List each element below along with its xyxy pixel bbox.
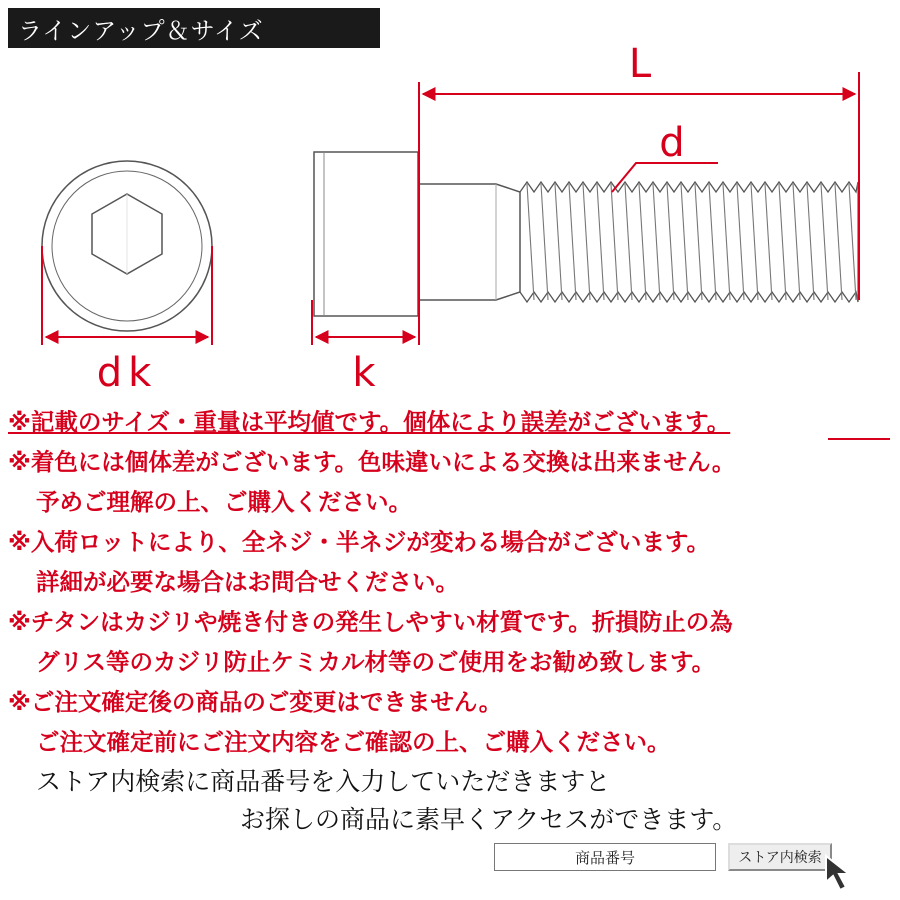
- bolt-side-view: [314, 152, 858, 316]
- info-line-1: ストア内検索に商品番号を入力していただきますと: [36, 767, 611, 796]
- note-line: ※チタンはカジリや焼き付きの発生しやすい材質です。折損防止の為: [8, 608, 733, 636]
- note-line: ※着色には個体差がございます。色味違いによる交換は出来ません。: [8, 448, 736, 476]
- note-line: ※ご注文確定後の商品のご変更はできません。: [8, 688, 503, 716]
- note-line: ご注文確定前にご注文内容をご確認の上、ご購入ください。: [36, 728, 671, 756]
- bolt-head-top-view: [42, 161, 212, 331]
- label-k: k: [352, 350, 376, 396]
- note-line: 詳細が必要な場合はお問合せください。: [36, 568, 459, 596]
- notes-block: [8, 402, 900, 762]
- store-search-button[interactable]: ストア内検索: [728, 843, 832, 871]
- note-line: ※入荷ロットにより、全ネジ・半ネジが変わる場合がございます。: [8, 528, 710, 556]
- d-leader: [612, 163, 718, 192]
- note-line: ※記載のサイズ・重量は平均値です。個体により誤差がございます。: [8, 408, 731, 436]
- arrow-cursor-icon: [822, 854, 864, 896]
- product-number-input[interactable]: 商品番号: [494, 843, 716, 871]
- label-L: L: [628, 41, 652, 87]
- info-line-2: お探しの商品に素早くアクセスができます。: [240, 805, 738, 834]
- label-dk: dk: [96, 350, 158, 396]
- underline-extension: [828, 438, 890, 440]
- note-line: 予めご理解の上、ご購入ください。: [36, 488, 412, 516]
- page-title: ラインアップ＆サイズ: [18, 17, 264, 45]
- note-line: グリス等のカジリ防止ケミカル材等のご使用をお勧め致します。: [36, 648, 716, 676]
- bolt-diagram: [0, 0, 900, 400]
- label-d: d: [659, 120, 685, 166]
